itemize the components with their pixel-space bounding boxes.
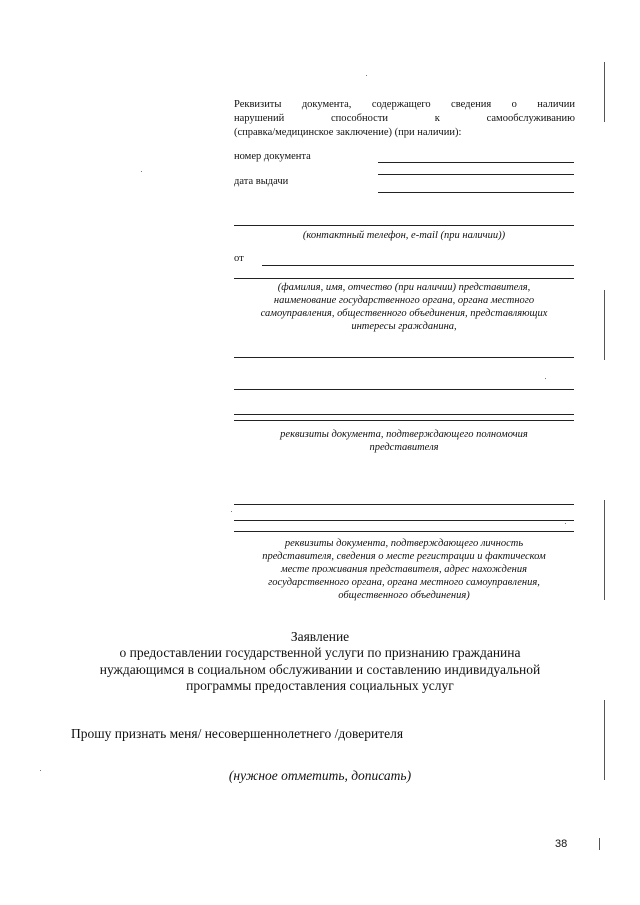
authority-field-1[interactable] [234, 504, 574, 505]
scan-speck [231, 511, 232, 512]
requisites-line-3: (справка/медицинское заключение) (при наличии): [234, 127, 462, 138]
doc-number-label: номер документа [234, 151, 311, 162]
representative-caption: (фамилия, имя, отчество (при наличии) представителя, наименование государственного органа, органа местного самоуправления, общественного объединения, представляющих интересы гражданина, [260, 282, 548, 332]
requisites-line-2: нарушений способности к самообслуживанию [234, 113, 575, 124]
rep-field-2[interactable] [234, 389, 574, 390]
scan-speck [545, 378, 546, 379]
rep-field-4[interactable] [234, 420, 574, 421]
scan-speck [141, 171, 142, 172]
contact-field[interactable] [234, 225, 574, 226]
scan-speck [565, 523, 566, 524]
note-text: (нужное отметить, дописать) [228, 768, 412, 783]
scan-edge-mark [604, 290, 605, 360]
statement-title: Заявление [290, 629, 350, 644]
authority-field-2[interactable] [234, 520, 574, 521]
scan-edge-mark [604, 500, 605, 600]
issue-date-field[interactable] [378, 192, 574, 193]
from-field-2[interactable] [234, 278, 574, 279]
issue-date-label: дата выдачи [234, 176, 289, 187]
scan-edge-mark [604, 700, 605, 780]
scan-speck [366, 75, 367, 76]
request-text: Прошу признать меня/ несовершеннолетнего /доверителя [71, 726, 404, 741]
from-label: от [234, 253, 244, 264]
requisites-line-1: Реквизиты документа, содержащего сведения о наличии [234, 99, 575, 110]
doc-number-field[interactable] [378, 162, 574, 163]
scan-speck [40, 770, 41, 771]
doc-number-field-2[interactable] [378, 174, 574, 175]
identity-caption: реквизиты документа, подтверждающего личность представителя, сведения о месте регистрации и фактическом месте проживания представителя, адрес нахождения государственного органа, органа местного самоуправления, общественного объединения) [262, 538, 546, 601]
page-number: 38 [555, 838, 568, 850]
rep-field-1[interactable] [234, 357, 574, 358]
authority-caption: реквизиты документа, подтверждающего полномочия представителя [280, 429, 528, 453]
statement-subtitle: о предоставлении государственной услуги по признанию гражданина нуждающимся в социальном обслуживании и составлению индивидуальной программы предоставления социальных услуг [99, 645, 541, 693]
contact-caption: (контактный телефон, e-mail (при наличии)) [302, 230, 506, 241]
scan-edge-mark [599, 838, 600, 850]
from-field[interactable] [262, 265, 574, 266]
scan-edge-mark [604, 62, 605, 122]
rep-field-3[interactable] [234, 414, 574, 415]
authority-field-3[interactable] [234, 531, 574, 532]
